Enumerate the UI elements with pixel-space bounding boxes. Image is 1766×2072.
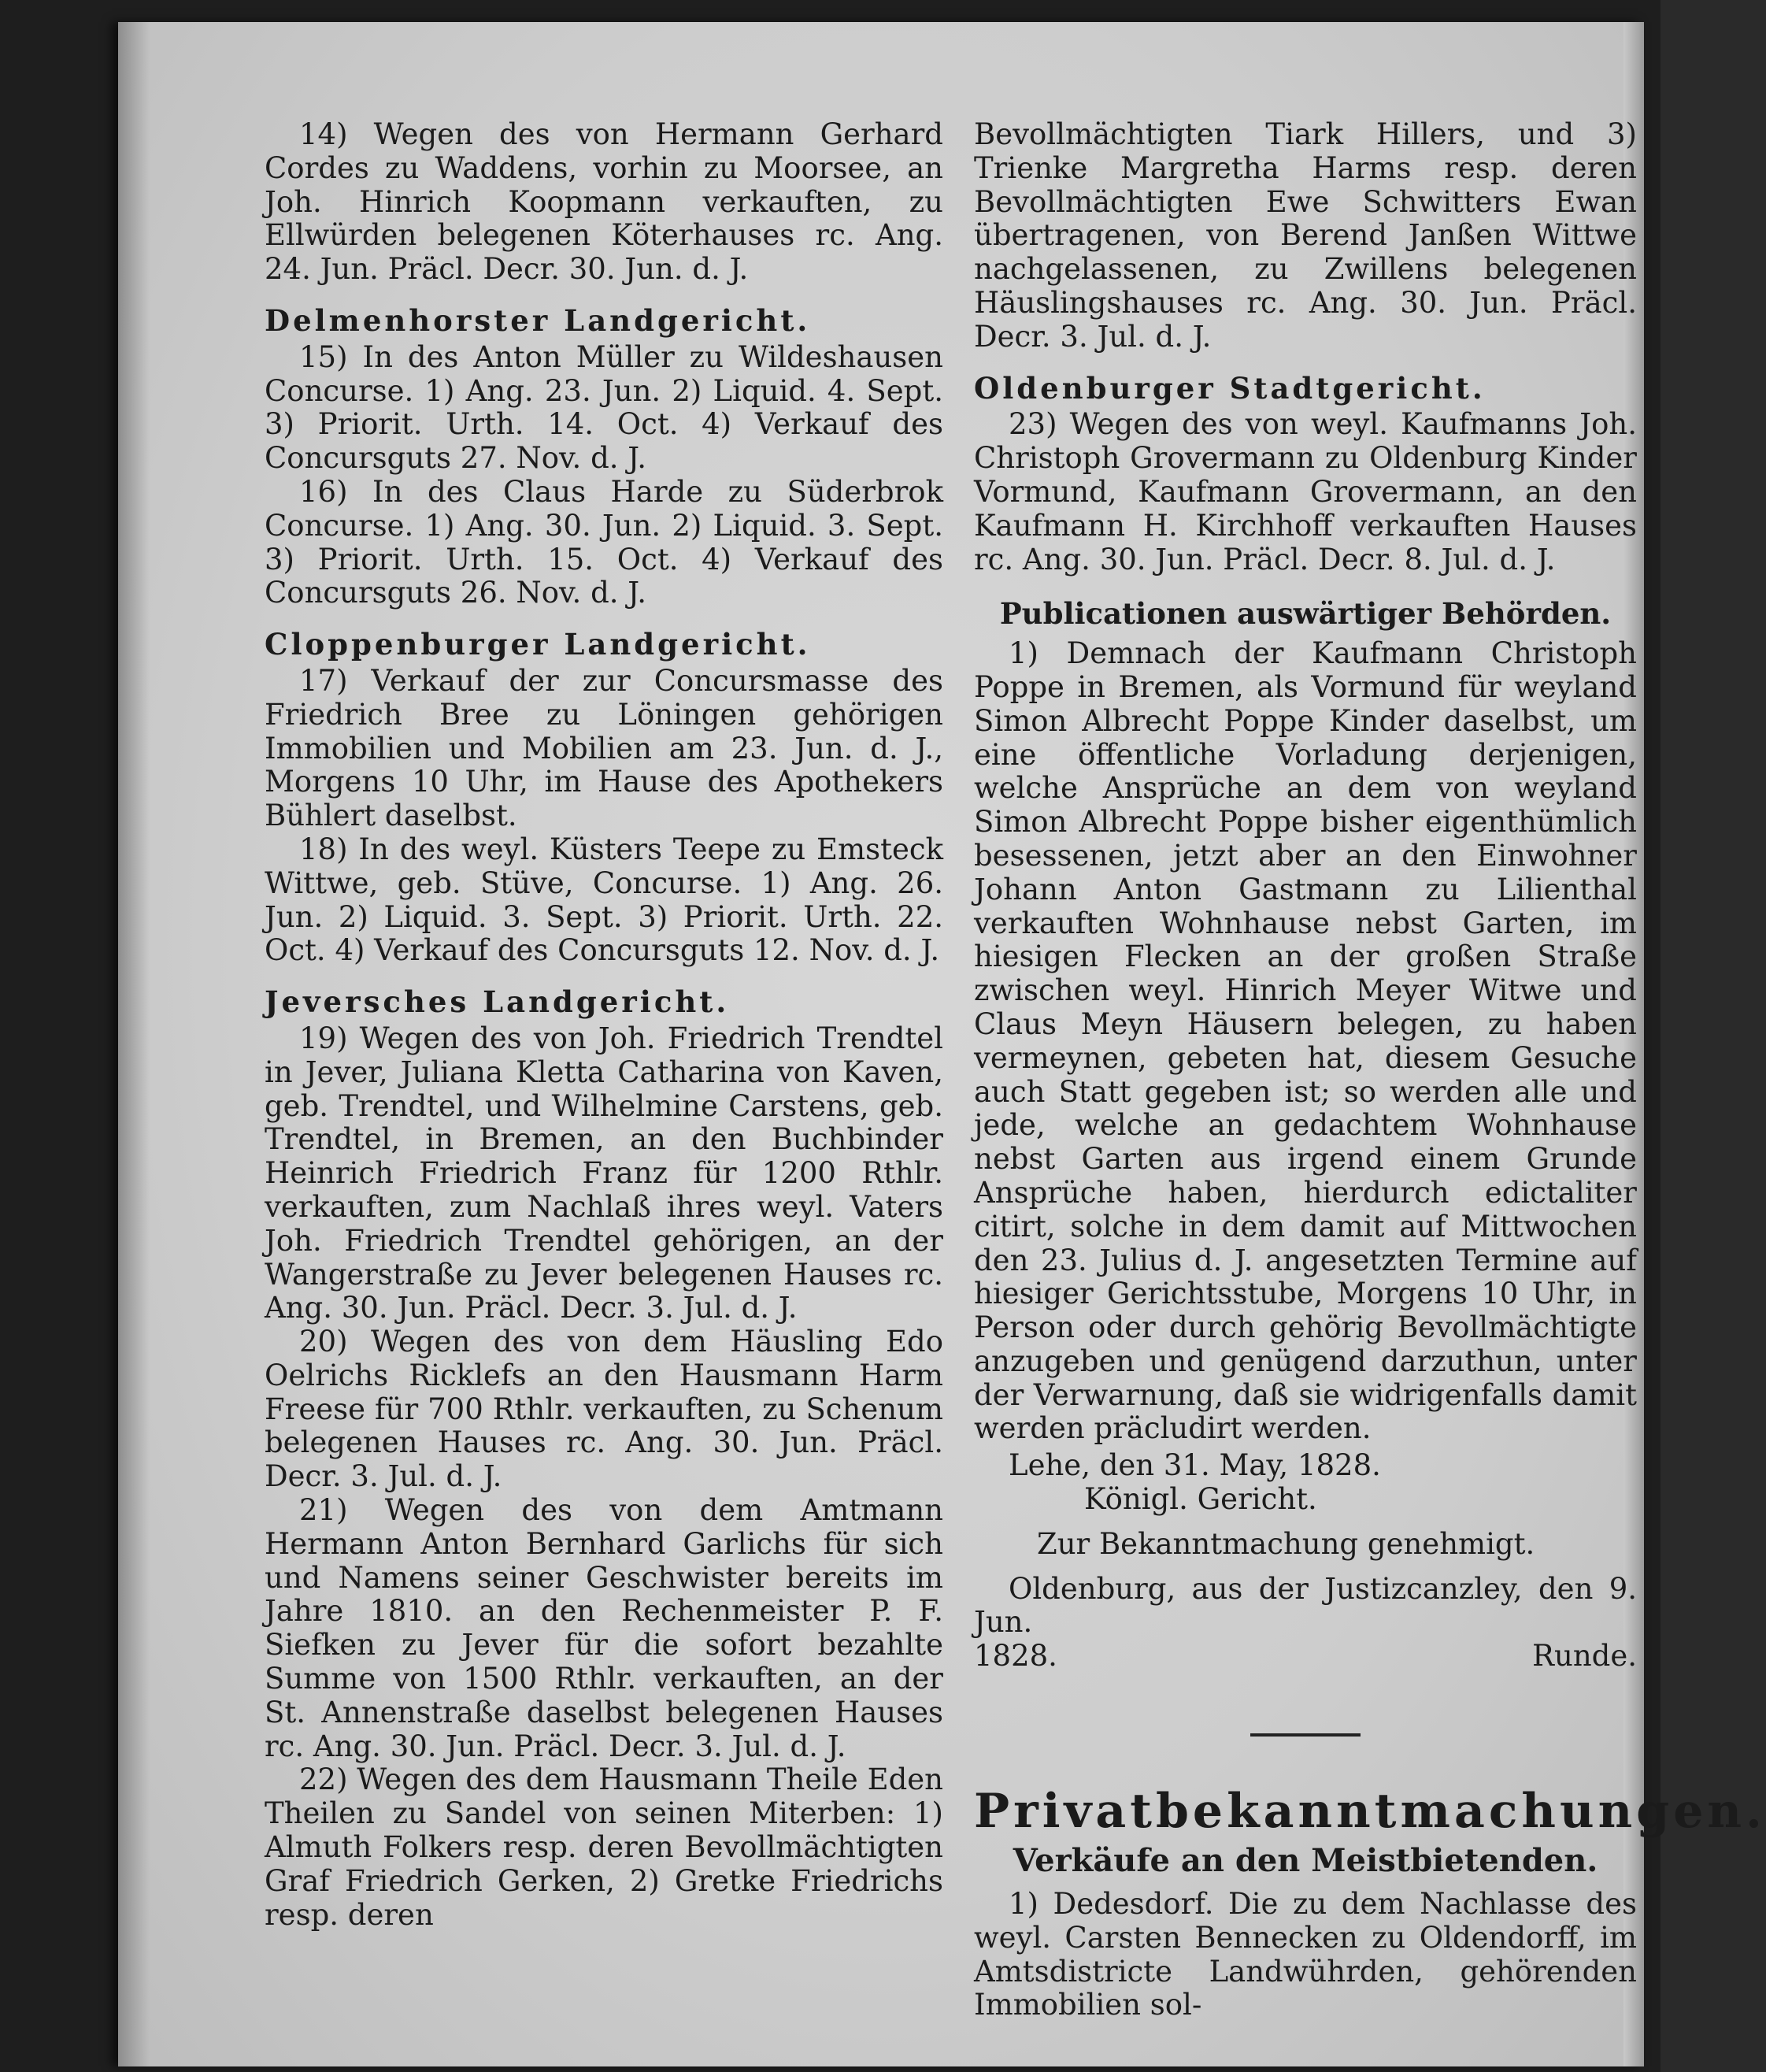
notice-14: 14) Wegen des von Hermann Gerhard Cordes zu Waddens, vorhin zu Moorsee, an Joh. Hinrich Koopmann verkauften, zu Ellwürden belegenen Köterhauses rc. Ang. 24. Jun. Präcl. Decr. 30. Jun. d. J. (265, 117, 943, 287)
heading-jever: Jeversches Landgericht. (265, 984, 730, 1020)
approval-footer (974, 1640, 1637, 1674)
notice-17: 17) Verkauf der zur Concursmasse des Friedrich Bree zu Löningen gehörigen Immobilien und Mobilien am 23. Jun. d. J., Morgens 10 Uhr, im Hause des Apothekers Bühlert daselbst. (265, 663, 943, 833)
publication-signature: Königl. Gericht. (1084, 1482, 1317, 1517)
left-column (265, 118, 943, 1932)
notice-21: 21) Wegen des von dem Amtmann Hermann Anton Bernhard Garlichs für sich und Namens seiner Geschwister bereits im Jahre 1810. an den Rechenmeister P. F. Siefken zu Jever für die sofort bezahlte Summe von 1500 Rthlr. verkauften, an der St. Annenstraße daselbst belegenen Hauses rc. Ang. 30. Jun. Präcl. Decr. 3. Jul. d. J. (265, 1493, 943, 1763)
notice-20: 20) Wegen des von dem Häusling Edo Oelrichs Ricklefs an den Hausmann Harm Freese für 700 Rthlr. verkauften, zu Schenum belegenen Hauses rc. Ang. 30. Jun. Präcl. Decr. 3. Jul. d. J. (265, 1325, 943, 1494)
publication-1: 1) Demnach der Kaufmann Christoph Poppe in Bremen, als Vormund für weyland Simon Albrecht Poppe Kinder daselbst, um eine öffentliche Vorladung derjenigen, welche Ansprüche an dem von weyland Simon Albrecht Poppe bisher eigenthümlich besessenen, jetzt aber an den Einwohner Johann Anton Gastmann zu Lilienthal verkauften Wohnhause nebst Garten, im hiesigen Flecken an der großen Straße zwischen weyl. Hinrich Meyer Witwe und Claus Meyn Häusern belegen, zu haben vermeynen, gebeten hat, diesem Gesuche auch Statt gegeben ist; so werden alle und jede, welche an gedachtem Wohnhause nebst Garten aus irgend einem Grunde Ansprüche haben, hierdurch edictaliter citirt, solche in dem damit auf Mittwochen den 23. Julius d. J. angesetzten Termine auf hiesiger Gerichtsstube, Morgens 10 Uhr, in Person oder durch gehörig Bevollmächtigte anzugeben und genügend darzuthun, unter der Verwarnung, daß sie widrigenfalls damit werden präcludirt werden. (974, 636, 1637, 1446)
page-gutter-shadow (118, 22, 150, 2066)
notice-23: 23) Wegen des von weyl. Kaufmanns Joh. Christoph Grovermann zu Oldenburg Kinder Vormund, Kaufmann Grovermann, an den Kaufmann H. Kirchhoff verkauften Hauses rc. Ang. 30. Jun. Präcl. Decr. 8. Jul. d. J. (974, 407, 1637, 576)
section-divider (1250, 1733, 1361, 1737)
heading-oldenburg: Oldenburger Stadtgericht. (974, 370, 1486, 406)
heading-cloppenburg: Cloppenburger Landgericht. (265, 627, 811, 662)
notice-22-continued: Bevollmächtigten Tiark Hillers, und 3) Trienke Margretha Harms resp. deren Bevollmächtigten Ewe Schwitters Ewan übertragenen, von Berend Janßen Wittwe nachgelassenen, zu Zwillens belegenen Häuslingshauses rc. Ang. 30. Jun. Präcl. Decr. 3. Jul. d. J. (974, 117, 1637, 354)
notice-22: 22) Wegen des dem Hausmann Theile Eden Theilen zu Sandel von seinen Miterben: 1) Almuth Folkers resp. deren Bevollmächtigten Graf Friedrich Gerken, 2) Gretke Friedrichs resp. deren (265, 1762, 943, 1932)
heading-publications: Publicationen auswärtiger Behörden. (999, 596, 1612, 632)
notice-16: 16) In des Claus Harde zu Süderbrok Concurse. 1) Ang. 30. Jun. 2) Liquid. 3. Sept. 3) Priorit. Urth. 15. Oct. 4) Verkauf des Concursguts 26. Nov. d. J. (265, 474, 943, 610)
section-title: Privatbekanntmachungen. (974, 1784, 1766, 1840)
notice-18: 18) In des weyl. Küsters Teepe zu Emsteck Wittwe, geb. Stüve, Concurse. 1) Ang. 26. Jun. 2) Liquid. 3. Sept. 3) Priorit. Urth. 22. Oct. 4) Verkauf des Concursguts 12. Nov. d. J. (265, 832, 943, 968)
approval-note: Zur Bekanntmachung genehmigt. (1037, 1526, 1535, 1561)
section-subtitle: Verkäufe an den Meistbietenden. (1013, 1842, 1598, 1880)
publication-date: Lehe, den 31. May, 1828. (1009, 1448, 1381, 1483)
approval-name: Runde. (1532, 1639, 1637, 1674)
sale-1: 1) Dedesdorf. Die zu dem Nachlasse des weyl. Carsten Bennecken zu Oldendorff, im Amtsdistricte Landwührden, gehörenden Immobilien sol- (974, 1887, 1637, 2022)
right-column (974, 117, 1766, 2022)
approval-year: 1828. (974, 1639, 1057, 1674)
notice-15: 15) In des Anton Müller zu Wildeshausen Concurse. 1) Ang. 23. Jun. 2) Liquid. 4. Sept. 3) Priorit. Urth. 14. Oct. 4) Verkauf des Concursguts 27. Nov. d. J. (265, 339, 943, 476)
notice-19: 19) Wegen des von Joh. Friedrich Trendtel in Jever, Juliana Kletta Catharina von Kaven, geb. Trendtel, und Wilhelmine Carstens, geb. Trendtel, in Bremen, an den Buchbinder Heinrich Friedrich Franz für 1200 Rthlr. verkauften, zum Nachlaß ihres weyl. Vaters Joh. Friedrich Trendtel gehörigen, an der Wangerstraße zu Jever belegenen Hauses rc. Ang. 30. Jun. Präcl. Decr. 3. Jul. d. J. (265, 1021, 943, 1325)
heading-delmenhorst: Delmenhorster Landgericht. (265, 302, 811, 338)
approval-place: Oldenburg, aus der Justizcanzley, den 9. Jun. (974, 1571, 1637, 1640)
